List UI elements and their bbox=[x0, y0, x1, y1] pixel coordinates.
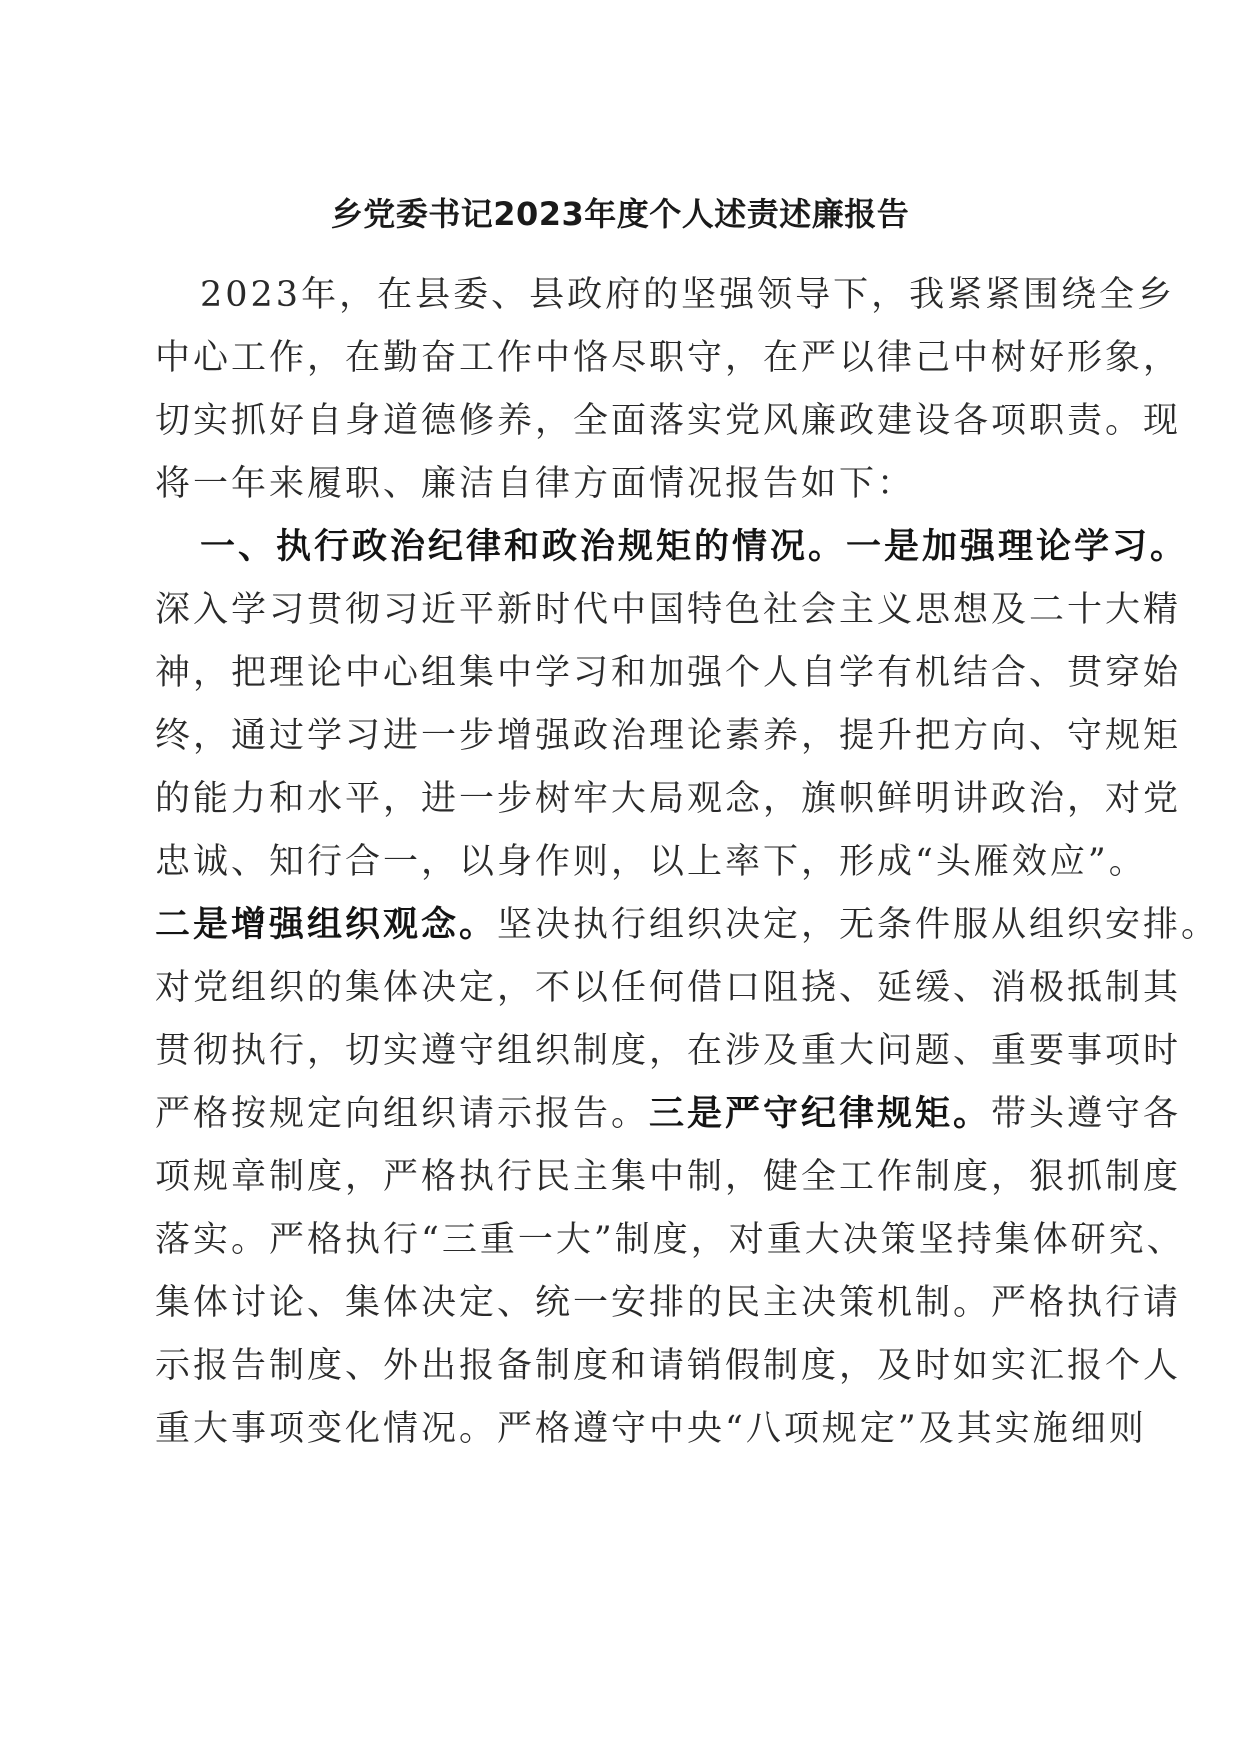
body-line bbox=[155, 957, 1182, 1020]
text-run: 集体讨论、集体决定、统一安排的民主决策机制。严格执行请 bbox=[155, 1283, 1182, 1323]
document-body bbox=[155, 264, 1220, 1461]
text-run: 示报告制度、外出报备制度和请销假制度，及时如实汇报个人 bbox=[155, 1346, 1182, 1386]
body-line bbox=[155, 1335, 1182, 1398]
text-run: 2023年，在县委、县政府的坚强领导下，我紧紧围绕全乡 bbox=[200, 275, 1176, 315]
text-run: 忠诚、知行合一，以身作则，以上率下，形成“头雁效应”。 bbox=[155, 842, 1147, 882]
text-run: 重大事项变化情况。严格遵守中央“八项规定”及其实施细则 bbox=[155, 1409, 1147, 1449]
text-run: 落实。严格执行“三重一大”制度，对重大决策坚持集体研究、 bbox=[155, 1220, 1185, 1260]
body-line bbox=[155, 1020, 1182, 1083]
text-run: 项规章制度，严格执行民主集中制，健全工作制度，狠抓制度 bbox=[155, 1157, 1182, 1197]
body-line bbox=[155, 1083, 1182, 1146]
body-line bbox=[155, 642, 1182, 705]
body-line bbox=[155, 1272, 1182, 1335]
text-run: 对党组织的集体决定，不以任何借口阻挠、延缓、消极抵制其 bbox=[155, 968, 1182, 1008]
body-line bbox=[155, 1398, 1147, 1461]
body-line bbox=[155, 264, 1176, 327]
body-line bbox=[155, 327, 1182, 390]
text-run: 将一年来履职、廉洁自律方面情况报告如下： bbox=[155, 464, 916, 504]
text-run: 贯彻执行，切实遵守组织制度，在涉及重大问题、重要事项时 bbox=[155, 1031, 1182, 1071]
document-title: 乡党委书记2023年度个人述责述廉报告 bbox=[330, 195, 910, 233]
body-line bbox=[155, 768, 1182, 831]
body-line bbox=[155, 516, 1189, 579]
body-line bbox=[155, 1209, 1185, 1272]
body-line bbox=[155, 705, 1182, 768]
body-line bbox=[155, 579, 1182, 642]
text-run: 切实抓好自身道德修养，全面落实党风廉政建设各项职责。现 bbox=[155, 401, 1182, 441]
text-run: 坚决执行组织决定，无条件服从组织安排。 bbox=[497, 905, 1220, 945]
body-line bbox=[155, 894, 1220, 957]
body-line bbox=[155, 390, 1182, 453]
section-heading: 一、执行政治纪律和政治规矩的情况。一是加强理论学习。 bbox=[200, 527, 1189, 567]
subheading-run: 三是严守纪律规矩。 bbox=[649, 1094, 992, 1134]
body-line bbox=[155, 1146, 1182, 1209]
body-line bbox=[155, 453, 1060, 516]
text-run: 的能力和水平，进一步树牢大局观念，旗帜鲜明讲政治，对党 bbox=[155, 779, 1182, 819]
text-run: 中心工作，在勤奋工作中恪尽职守，在严以律己中树好形象， bbox=[155, 338, 1182, 378]
subheading-run: 二是增强组织观念。 bbox=[155, 905, 498, 945]
text-run: 严格按规定向组织请示报告。 bbox=[155, 1094, 650, 1134]
text-run: 终，通过学习进一步增强政治理论素养，提升把方向、守规矩 bbox=[155, 716, 1182, 756]
text-run: 带头遵守各 bbox=[991, 1094, 1182, 1134]
text-run: 神，把理论中心组集中学习和加强个人自学有机结合、贯穿始 bbox=[155, 653, 1182, 693]
body-line bbox=[155, 831, 1147, 894]
text-run: 深入学习贯彻习近平新时代中国特色社会主义思想及二十大精 bbox=[155, 590, 1182, 630]
